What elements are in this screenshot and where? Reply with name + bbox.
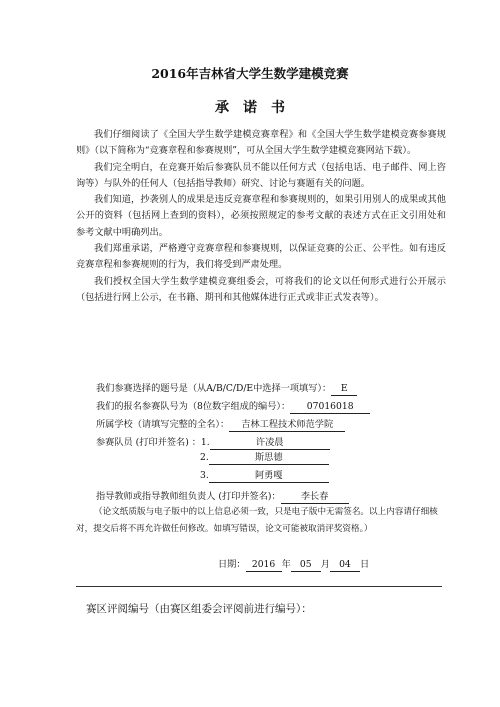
- problem-label: 我们参赛选择的题号是（从A/B/C/D/E中选择一项填写）：: [96, 383, 332, 394]
- page-title: 2016年吉林省大学生数学建模竞赛: [151, 66, 349, 81]
- member-name[interactable]: 阿勇嘎: [209, 470, 329, 483]
- paragraph-authorization: 我们授权全国大学生数学建模竞赛组委会，可将我们的论文以任何形式进行公开展示（包括进行网上公示，在书籍、期刊和其他媒体进行正式或非正式发表等）。: [76, 275, 446, 303]
- date-month[interactable]: 05: [291, 559, 321, 572]
- member-index: 3.: [200, 470, 209, 481]
- review-number-label: 赛区评阅编号（由赛区组委会评阅前进行编号）：: [86, 603, 312, 615]
- team-number-value[interactable]: 07016018: [290, 401, 370, 414]
- member-name[interactable]: 许凌晨: [210, 437, 330, 450]
- problem-row: [96, 380, 357, 396]
- date-day[interactable]: 04: [330, 559, 360, 572]
- member-index: 2.: [200, 452, 209, 463]
- document-subtitle: 承诺书: [215, 100, 299, 116]
- problem-value[interactable]: E: [331, 383, 357, 396]
- paragraph-rules-read: 我们仔细阅读了《全国大学生数学建模竞赛章程》和《全国大学生数学建模竞赛参赛规则》（以下简称为“竞赛章程和参赛规则”，可从全国大学生数学建模竞赛网站下载）。: [76, 129, 446, 157]
- advisor-row: [96, 488, 349, 504]
- date-label: 日期：: [218, 559, 246, 570]
- member-index: 1.: [200, 437, 210, 448]
- paragraph-pledge: 我们郑重承诺，严格遵守竞赛章程和参赛规则，以保证竞赛的公正、公平性。如有违反竞赛章程和参赛规则的行为，我们将受到严肃处理。: [76, 243, 446, 271]
- school-row: [96, 416, 345, 432]
- date-month-unit: 月: [320, 559, 330, 570]
- commitment-body: [76, 127, 446, 306]
- consistency-note: （论文纸质版与电子版中的以上信息必须一致，只是电子版中无需签名。以上内容请仔细核对，提交后将不再允许做任何修改。如填写错误，论文可能被取消评奖资格。）: [76, 507, 438, 534]
- date-year[interactable]: 2016: [246, 559, 282, 572]
- team-number-row: [96, 398, 370, 414]
- member-name[interactable]: 斯思德: [209, 452, 329, 465]
- member-row-3: [200, 470, 329, 483]
- paragraph-citation: 我们知道，抄袭别人的成果是违反竞赛章程和参赛规则的，如果引用别人的成果或其他公开的资料（包括网上查到的资料），必须按照规定的参考文献的表述方式在正文引用处和参考文献中明确列出。: [76, 194, 446, 238]
- date-year-unit: 年: [281, 559, 291, 570]
- school-value[interactable]: 吉林工程技术师范学院: [229, 419, 345, 432]
- advisor-label: 指导教师或指导教师组负责人 (打印并签名)：: [96, 491, 281, 502]
- date-row: [218, 556, 369, 572]
- members-label: 参赛队员 (打印并签名) ：: [96, 437, 201, 448]
- team-number-label: 我们的报名参赛队号为（8位数字组成的编号）：: [96, 401, 291, 412]
- paragraph-no-outside-contact: 我们完全明白，在竞赛开始后参赛队员不能以任何方式（包括电话、电子邮件、网上咨询等）与队外的任何人（包括指导教师）研究、讨论与赛题有关的问题。: [76, 161, 446, 189]
- date-day-unit: 日: [359, 559, 370, 570]
- member-row-1: [96, 434, 330, 450]
- advisor-value[interactable]: 李长春: [281, 491, 349, 504]
- section-divider: [76, 586, 442, 587]
- member-row-2: [200, 452, 329, 465]
- school-label: 所属学校（请填写完整的全名）：: [96, 419, 230, 430]
